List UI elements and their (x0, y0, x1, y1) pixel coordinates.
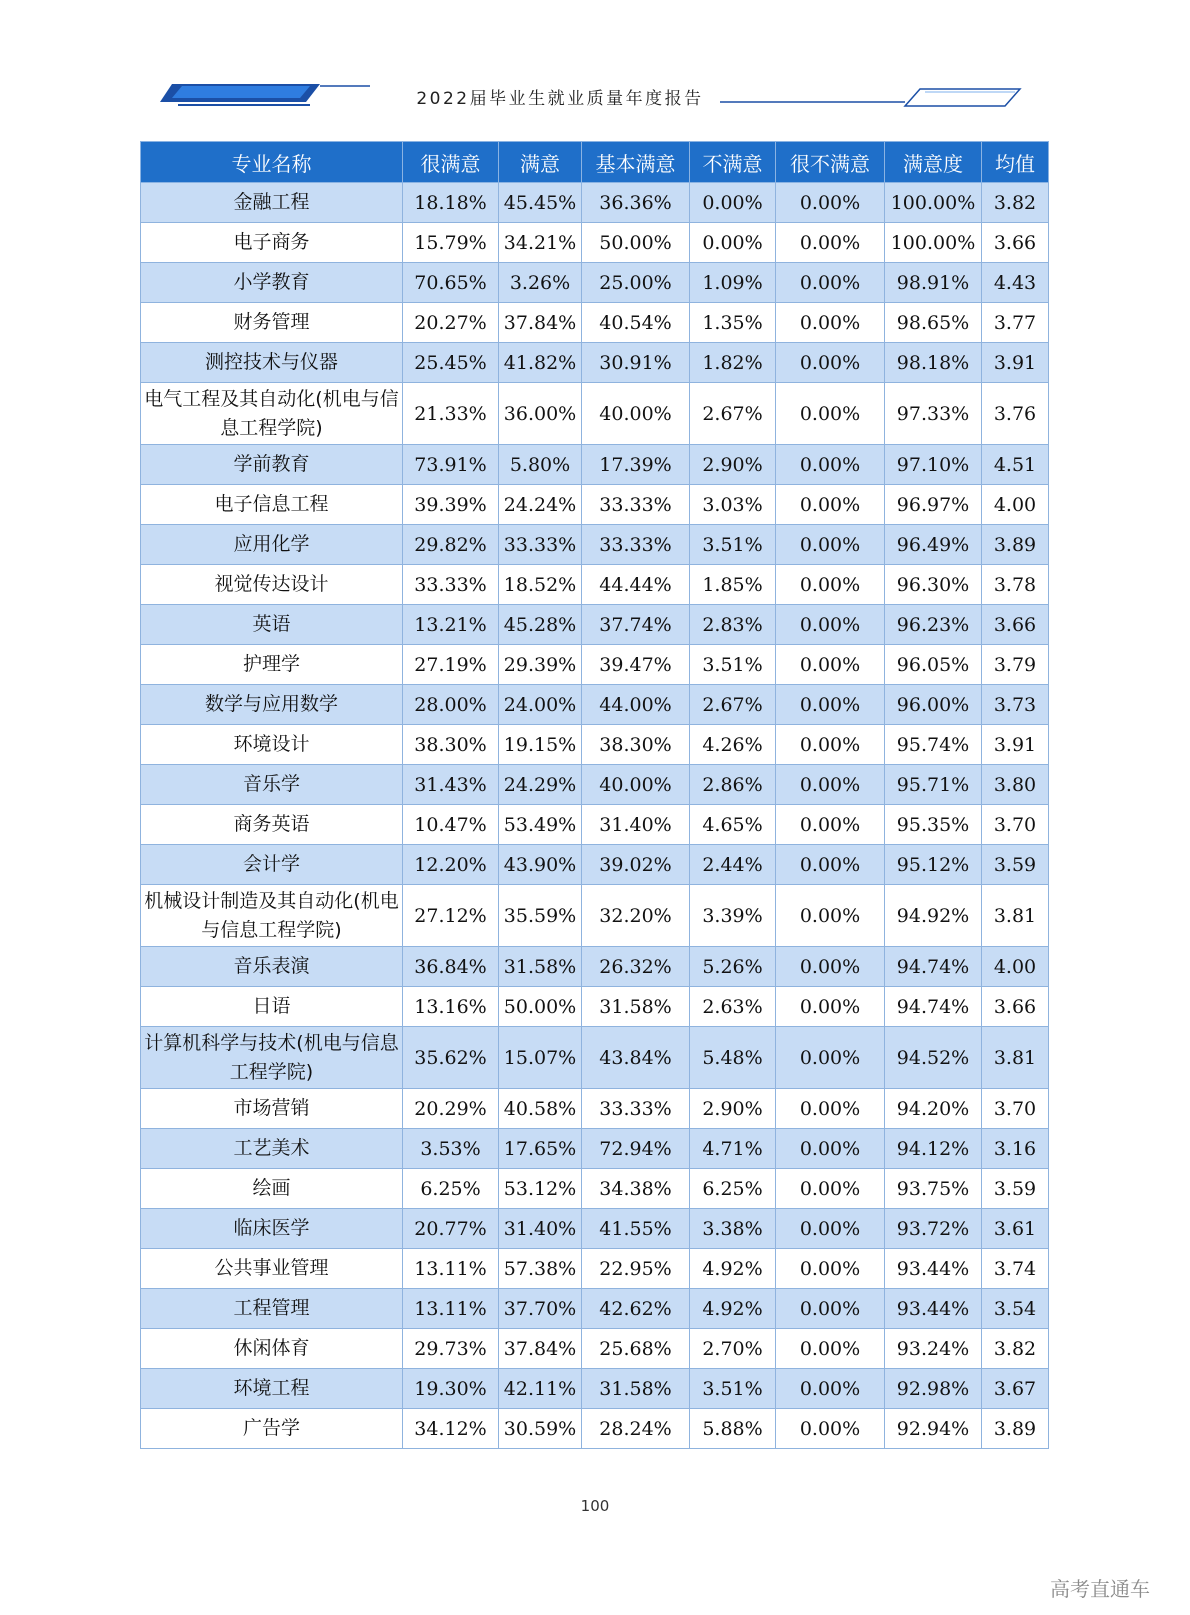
cell-major-name: 金融工程 (141, 183, 403, 223)
cell-satisfied: 57.38% (499, 1249, 582, 1289)
cell-satisfied: 31.58% (499, 947, 582, 987)
cell-basically-satisfied: 42.62% (582, 1289, 690, 1329)
table-row (141, 645, 1049, 685)
cell-mean: 4.00 (982, 947, 1049, 987)
cell-mean: 3.91 (982, 725, 1049, 765)
cell-very-satisfied: 20.77% (403, 1209, 499, 1249)
cell-satisfaction-rate: 96.23% (885, 605, 982, 645)
cell-very-dissatisfied: 0.00% (776, 383, 885, 445)
cell-dissatisfied: 2.44% (690, 845, 776, 885)
cell-basically-satisfied: 17.39% (582, 445, 690, 485)
table-row (141, 223, 1049, 263)
table-row (141, 685, 1049, 725)
cell-very-satisfied: 31.43% (403, 765, 499, 805)
cell-major-name: 音乐表演 (141, 947, 403, 987)
table-row (141, 765, 1049, 805)
cell-satisfaction-rate: 92.98% (885, 1369, 982, 1409)
cell-satisfaction-rate: 96.00% (885, 685, 982, 725)
cell-satisfied: 31.40% (499, 1209, 582, 1249)
cell-very-satisfied: 29.82% (403, 525, 499, 565)
cell-satisfaction-rate: 97.10% (885, 445, 982, 485)
column-header-dissatisfied: 不满意 (690, 142, 776, 183)
table-row (141, 605, 1049, 645)
cell-satisfaction-rate: 94.20% (885, 1089, 982, 1129)
cell-very-dissatisfied: 0.00% (776, 445, 885, 485)
cell-mean: 3.73 (982, 685, 1049, 725)
cell-very-satisfied: 13.16% (403, 987, 499, 1027)
cell-very-satisfied: 39.39% (403, 485, 499, 525)
cell-basically-satisfied: 43.84% (582, 1027, 690, 1089)
cell-satisfaction-rate: 95.12% (885, 845, 982, 885)
cell-major-name: 机械设计制造及其自动化(机电与信息工程学院) (141, 885, 403, 947)
cell-basically-satisfied: 40.54% (582, 303, 690, 343)
cell-satisfaction-rate: 92.94% (885, 1409, 982, 1449)
cell-basically-satisfied: 41.55% (582, 1209, 690, 1249)
cell-satisfaction-rate: 98.65% (885, 303, 982, 343)
cell-major-name: 会计学 (141, 845, 403, 885)
cell-basically-satisfied: 26.32% (582, 947, 690, 987)
table-body (141, 183, 1049, 1449)
cell-satisfaction-rate: 96.05% (885, 645, 982, 685)
table-row (141, 1289, 1049, 1329)
cell-basically-satisfied: 36.36% (582, 183, 690, 223)
cell-satisfied: 34.21% (499, 223, 582, 263)
cell-dissatisfied: 1.85% (690, 565, 776, 605)
cell-dissatisfied: 2.90% (690, 1089, 776, 1129)
cell-basically-satisfied: 44.00% (582, 685, 690, 725)
cell-major-name: 电气工程及其自动化(机电与信息工程学院) (141, 383, 403, 445)
cell-major-name: 广告学 (141, 1409, 403, 1449)
cell-mean: 3.67 (982, 1369, 1049, 1409)
table-row (141, 1369, 1049, 1409)
cell-satisfied: 24.29% (499, 765, 582, 805)
cell-satisfied: 42.11% (499, 1369, 582, 1409)
cell-mean: 3.66 (982, 605, 1049, 645)
cell-basically-satisfied: 72.94% (582, 1129, 690, 1169)
cell-dissatisfied: 3.03% (690, 485, 776, 525)
cell-mean: 3.59 (982, 1169, 1049, 1209)
cell-very-dissatisfied: 0.00% (776, 1369, 885, 1409)
cell-very-dissatisfied: 0.00% (776, 183, 885, 223)
cell-major-name: 数学与应用数学 (141, 685, 403, 725)
table-row (141, 845, 1049, 885)
cell-very-dissatisfied: 0.00% (776, 565, 885, 605)
page-header (160, 72, 1040, 120)
cell-satisfied: 3.26% (499, 263, 582, 303)
cell-mean: 4.00 (982, 485, 1049, 525)
table-row (141, 805, 1049, 845)
cell-basically-satisfied: 28.24% (582, 1409, 690, 1449)
cell-satisfied: 17.65% (499, 1129, 582, 1169)
cell-very-satisfied: 27.19% (403, 645, 499, 685)
cell-major-name: 计算机科学与技术(机电与信息工程学院) (141, 1027, 403, 1089)
cell-satisfaction-rate: 94.12% (885, 1129, 982, 1169)
cell-mean: 3.78 (982, 565, 1049, 605)
table-header-row (141, 142, 1049, 183)
cell-very-satisfied: 29.73% (403, 1329, 499, 1369)
table-row (141, 1027, 1049, 1089)
cell-satisfaction-rate: 93.44% (885, 1289, 982, 1329)
cell-dissatisfied: 2.67% (690, 685, 776, 725)
cell-major-name: 财务管理 (141, 303, 403, 343)
table-row (141, 525, 1049, 565)
cell-dissatisfied: 2.86% (690, 765, 776, 805)
cell-very-satisfied: 15.79% (403, 223, 499, 263)
cell-dissatisfied: 3.51% (690, 645, 776, 685)
table-row (141, 1409, 1049, 1449)
cell-mean: 4.51 (982, 445, 1049, 485)
report-title: 2022届毕业生就业质量年度报告 (416, 89, 704, 109)
cell-satisfied: 45.45% (499, 183, 582, 223)
cell-very-dissatisfied: 0.00% (776, 263, 885, 303)
cell-basically-satisfied: 31.58% (582, 987, 690, 1027)
table-row (141, 1089, 1049, 1129)
cell-very-dissatisfied: 0.00% (776, 1409, 885, 1449)
cell-satisfied: 5.80% (499, 445, 582, 485)
cell-very-satisfied: 33.33% (403, 565, 499, 605)
cell-dissatisfied: 3.38% (690, 1209, 776, 1249)
column-header-mean: 均值 (982, 142, 1049, 183)
cell-satisfied: 29.39% (499, 645, 582, 685)
cell-mean: 3.59 (982, 845, 1049, 885)
cell-satisfaction-rate: 95.35% (885, 805, 982, 845)
cell-satisfaction-rate: 98.18% (885, 343, 982, 383)
table-row (141, 263, 1049, 303)
cell-major-name: 音乐学 (141, 765, 403, 805)
cell-major-name: 日语 (141, 987, 403, 1027)
cell-satisfaction-rate: 96.97% (885, 485, 982, 525)
cell-mean: 3.79 (982, 645, 1049, 685)
cell-major-name: 商务英语 (141, 805, 403, 845)
cell-major-name: 临床医学 (141, 1209, 403, 1249)
cell-satisfied: 36.00% (499, 383, 582, 445)
cell-satisfaction-rate: 94.52% (885, 1027, 982, 1089)
cell-dissatisfied: 2.83% (690, 605, 776, 645)
cell-very-dissatisfied: 0.00% (776, 885, 885, 947)
cell-satisfied: 43.90% (499, 845, 582, 885)
cell-dissatisfied: 2.63% (690, 987, 776, 1027)
cell-mean: 3.82 (982, 1329, 1049, 1369)
cell-dissatisfied: 0.00% (690, 223, 776, 263)
cell-satisfaction-rate: 93.75% (885, 1169, 982, 1209)
cell-satisfied: 24.00% (499, 685, 582, 725)
cell-mean: 3.66 (982, 223, 1049, 263)
cell-major-name: 环境工程 (141, 1369, 403, 1409)
cell-very-dissatisfied: 0.00% (776, 605, 885, 645)
cell-satisfaction-rate: 96.30% (885, 565, 982, 605)
cell-satisfaction-rate: 94.74% (885, 987, 982, 1027)
cell-very-dissatisfied: 0.00% (776, 1329, 885, 1369)
table-row (141, 1169, 1049, 1209)
column-header-basically-satisfied: 基本满意 (582, 142, 690, 183)
cell-satisfaction-rate: 93.24% (885, 1329, 982, 1369)
cell-major-name: 工艺美术 (141, 1129, 403, 1169)
cell-very-dissatisfied: 0.00% (776, 1129, 885, 1169)
cell-dissatisfied: 2.70% (690, 1329, 776, 1369)
cell-very-dissatisfied: 0.00% (776, 845, 885, 885)
cell-major-name: 绘画 (141, 1169, 403, 1209)
column-header-satisfied: 满意 (499, 142, 582, 183)
cell-satisfaction-rate: 94.74% (885, 947, 982, 987)
cell-very-dissatisfied: 0.00% (776, 485, 885, 525)
table-row (141, 1249, 1049, 1289)
cell-satisfied: 15.07% (499, 1027, 582, 1089)
cell-mean: 3.81 (982, 885, 1049, 947)
cell-satisfied: 19.15% (499, 725, 582, 765)
cell-major-name: 工程管理 (141, 1289, 403, 1329)
cell-very-satisfied: 3.53% (403, 1129, 499, 1169)
cell-dissatisfied: 5.48% (690, 1027, 776, 1089)
cell-satisfaction-rate: 97.33% (885, 383, 982, 445)
cell-satisfaction-rate: 96.49% (885, 525, 982, 565)
cell-satisfied: 40.58% (499, 1089, 582, 1129)
cell-dissatisfied: 1.82% (690, 343, 776, 383)
cell-very-satisfied: 12.20% (403, 845, 499, 885)
cell-mean: 4.43 (982, 263, 1049, 303)
satisfaction-table (140, 141, 1049, 1449)
cell-dissatisfied: 4.71% (690, 1129, 776, 1169)
cell-satisfaction-rate: 93.44% (885, 1249, 982, 1289)
cell-basically-satisfied: 50.00% (582, 223, 690, 263)
cell-major-name: 视觉传达设计 (141, 565, 403, 605)
cell-mean: 3.61 (982, 1209, 1049, 1249)
table-row (141, 1209, 1049, 1249)
cell-basically-satisfied: 30.91% (582, 343, 690, 383)
cell-dissatisfied: 0.00% (690, 183, 776, 223)
table-row (141, 183, 1049, 223)
cell-dissatisfied: 5.26% (690, 947, 776, 987)
cell-very-satisfied: 20.29% (403, 1089, 499, 1129)
cell-basically-satisfied: 37.74% (582, 605, 690, 645)
cell-very-satisfied: 70.65% (403, 263, 499, 303)
table-row (141, 303, 1049, 343)
cell-satisfaction-rate: 100.00% (885, 223, 982, 263)
cell-satisfied: 41.82% (499, 343, 582, 383)
cell-very-satisfied: 13.21% (403, 605, 499, 645)
cell-satisfied: 18.52% (499, 565, 582, 605)
cell-dissatisfied: 4.92% (690, 1249, 776, 1289)
cell-mean: 3.76 (982, 383, 1049, 445)
cell-basically-satisfied: 39.02% (582, 845, 690, 885)
cell-mean: 3.82 (982, 183, 1049, 223)
cell-very-dissatisfied: 0.00% (776, 805, 885, 845)
cell-very-dissatisfied: 0.00% (776, 1169, 885, 1209)
cell-satisfied: 50.00% (499, 987, 582, 1027)
cell-satisfaction-rate: 95.71% (885, 765, 982, 805)
table-row (141, 725, 1049, 765)
cell-very-dissatisfied: 0.00% (776, 1089, 885, 1129)
cell-very-satisfied: 13.11% (403, 1249, 499, 1289)
table-row (141, 565, 1049, 605)
cell-major-name: 电子信息工程 (141, 485, 403, 525)
cell-very-satisfied: 36.84% (403, 947, 499, 987)
cell-dissatisfied: 3.51% (690, 1369, 776, 1409)
cell-very-dissatisfied: 0.00% (776, 947, 885, 987)
cell-major-name: 护理学 (141, 645, 403, 685)
cell-very-satisfied: 34.12% (403, 1409, 499, 1449)
cell-major-name: 电子商务 (141, 223, 403, 263)
cell-very-dissatisfied: 0.00% (776, 223, 885, 263)
cell-satisfaction-rate: 100.00% (885, 183, 982, 223)
column-header-very-dissatisfied: 很不满意 (776, 142, 885, 183)
cell-dissatisfied: 6.25% (690, 1169, 776, 1209)
cell-very-dissatisfied: 0.00% (776, 685, 885, 725)
cell-very-satisfied: 73.91% (403, 445, 499, 485)
cell-very-dissatisfied: 0.00% (776, 303, 885, 343)
cell-mean: 3.66 (982, 987, 1049, 1027)
cell-basically-satisfied: 25.00% (582, 263, 690, 303)
table-row (141, 485, 1049, 525)
cell-very-satisfied: 13.11% (403, 1289, 499, 1329)
cell-very-dissatisfied: 0.00% (776, 525, 885, 565)
table-row (141, 947, 1049, 987)
cell-very-satisfied: 25.45% (403, 343, 499, 383)
cell-mean: 3.81 (982, 1027, 1049, 1089)
cell-dissatisfied: 4.92% (690, 1289, 776, 1329)
cell-mean: 3.54 (982, 1289, 1049, 1329)
cell-satisfied: 33.33% (499, 525, 582, 565)
cell-very-dissatisfied: 0.00% (776, 645, 885, 685)
cell-mean: 3.77 (982, 303, 1049, 343)
table-row (141, 445, 1049, 485)
cell-satisfied: 45.28% (499, 605, 582, 645)
cell-major-name: 环境设计 (141, 725, 403, 765)
cell-satisfaction-rate: 93.72% (885, 1209, 982, 1249)
cell-mean: 3.16 (982, 1129, 1049, 1169)
cell-satisfaction-rate: 94.92% (885, 885, 982, 947)
cell-major-name: 学前教育 (141, 445, 403, 485)
cell-very-dissatisfied: 0.00% (776, 343, 885, 383)
cell-very-dissatisfied: 0.00% (776, 725, 885, 765)
cell-major-name: 休闲体育 (141, 1329, 403, 1369)
cell-basically-satisfied: 33.33% (582, 1089, 690, 1129)
cell-very-satisfied: 20.27% (403, 303, 499, 343)
cell-basically-satisfied: 25.68% (582, 1329, 690, 1369)
column-header-major: 专业名称 (141, 142, 403, 183)
cell-dissatisfied: 3.51% (690, 525, 776, 565)
cell-dissatisfied: 2.90% (690, 445, 776, 485)
cell-satisfied: 53.49% (499, 805, 582, 845)
cell-major-name: 英语 (141, 605, 403, 645)
cell-satisfied: 53.12% (499, 1169, 582, 1209)
cell-major-name: 应用化学 (141, 525, 403, 565)
cell-basically-satisfied: 32.20% (582, 885, 690, 947)
cell-basically-satisfied: 40.00% (582, 383, 690, 445)
table-row (141, 1329, 1049, 1369)
cell-dissatisfied: 1.09% (690, 263, 776, 303)
cell-satisfied: 30.59% (499, 1409, 582, 1449)
cell-satisfied: 37.70% (499, 1289, 582, 1329)
cell-mean: 3.89 (982, 525, 1049, 565)
cell-dissatisfied: 5.88% (690, 1409, 776, 1449)
cell-basically-satisfied: 31.58% (582, 1369, 690, 1409)
cell-basically-satisfied: 31.40% (582, 805, 690, 845)
table-row (141, 383, 1049, 445)
cell-dissatisfied: 2.67% (690, 383, 776, 445)
cell-dissatisfied: 1.35% (690, 303, 776, 343)
table-row (141, 1129, 1049, 1169)
cell-basically-satisfied: 22.95% (582, 1249, 690, 1289)
cell-very-satisfied: 18.18% (403, 183, 499, 223)
cell-mean: 3.80 (982, 765, 1049, 805)
cell-very-satisfied: 19.30% (403, 1369, 499, 1409)
cell-very-dissatisfied: 0.00% (776, 987, 885, 1027)
cell-major-name: 小学教育 (141, 263, 403, 303)
cell-satisfied: 35.59% (499, 885, 582, 947)
cell-very-satisfied: 38.30% (403, 725, 499, 765)
cell-very-satisfied: 10.47% (403, 805, 499, 845)
cell-major-name: 公共事业管理 (141, 1249, 403, 1289)
cell-basically-satisfied: 38.30% (582, 725, 690, 765)
cell-dissatisfied: 4.65% (690, 805, 776, 845)
cell-very-dissatisfied: 0.00% (776, 1027, 885, 1089)
cell-mean: 3.74 (982, 1249, 1049, 1289)
cell-mean: 3.70 (982, 1089, 1049, 1129)
cell-satisfied: 37.84% (499, 1329, 582, 1369)
watermark-text: 高考直通车 (1050, 1577, 1150, 1601)
cell-satisfaction-rate: 98.91% (885, 263, 982, 303)
cell-satisfaction-rate: 95.74% (885, 725, 982, 765)
cell-very-satisfied: 6.25% (403, 1169, 499, 1209)
cell-mean: 3.89 (982, 1409, 1049, 1449)
cell-basically-satisfied: 34.38% (582, 1169, 690, 1209)
cell-very-satisfied: 35.62% (403, 1027, 499, 1089)
cell-major-name: 市场营销 (141, 1089, 403, 1129)
cell-mean: 3.70 (982, 805, 1049, 845)
cell-major-name: 测控技术与仪器 (141, 343, 403, 383)
cell-basically-satisfied: 39.47% (582, 645, 690, 685)
table-row (141, 343, 1049, 383)
cell-satisfied: 24.24% (499, 485, 582, 525)
column-header-very-satisfied: 很满意 (403, 142, 499, 183)
cell-basically-satisfied: 44.44% (582, 565, 690, 605)
cell-very-dissatisfied: 0.00% (776, 1249, 885, 1289)
cell-very-dissatisfied: 0.00% (776, 765, 885, 805)
cell-satisfied: 37.84% (499, 303, 582, 343)
cell-basically-satisfied: 40.00% (582, 765, 690, 805)
cell-very-dissatisfied: 0.00% (776, 1289, 885, 1329)
column-header-satisfaction-rate: 满意度 (885, 142, 982, 183)
cell-very-satisfied: 27.12% (403, 885, 499, 947)
cell-very-satisfied: 28.00% (403, 685, 499, 725)
cell-mean: 3.91 (982, 343, 1049, 383)
table-row (141, 885, 1049, 947)
cell-very-satisfied: 21.33% (403, 383, 499, 445)
cell-basically-satisfied: 33.33% (582, 485, 690, 525)
page-number: 100 (580, 1497, 610, 1515)
table-row (141, 987, 1049, 1027)
cell-dissatisfied: 4.26% (690, 725, 776, 765)
cell-dissatisfied: 3.39% (690, 885, 776, 947)
cell-basically-satisfied: 33.33% (582, 525, 690, 565)
cell-very-dissatisfied: 0.00% (776, 1209, 885, 1249)
